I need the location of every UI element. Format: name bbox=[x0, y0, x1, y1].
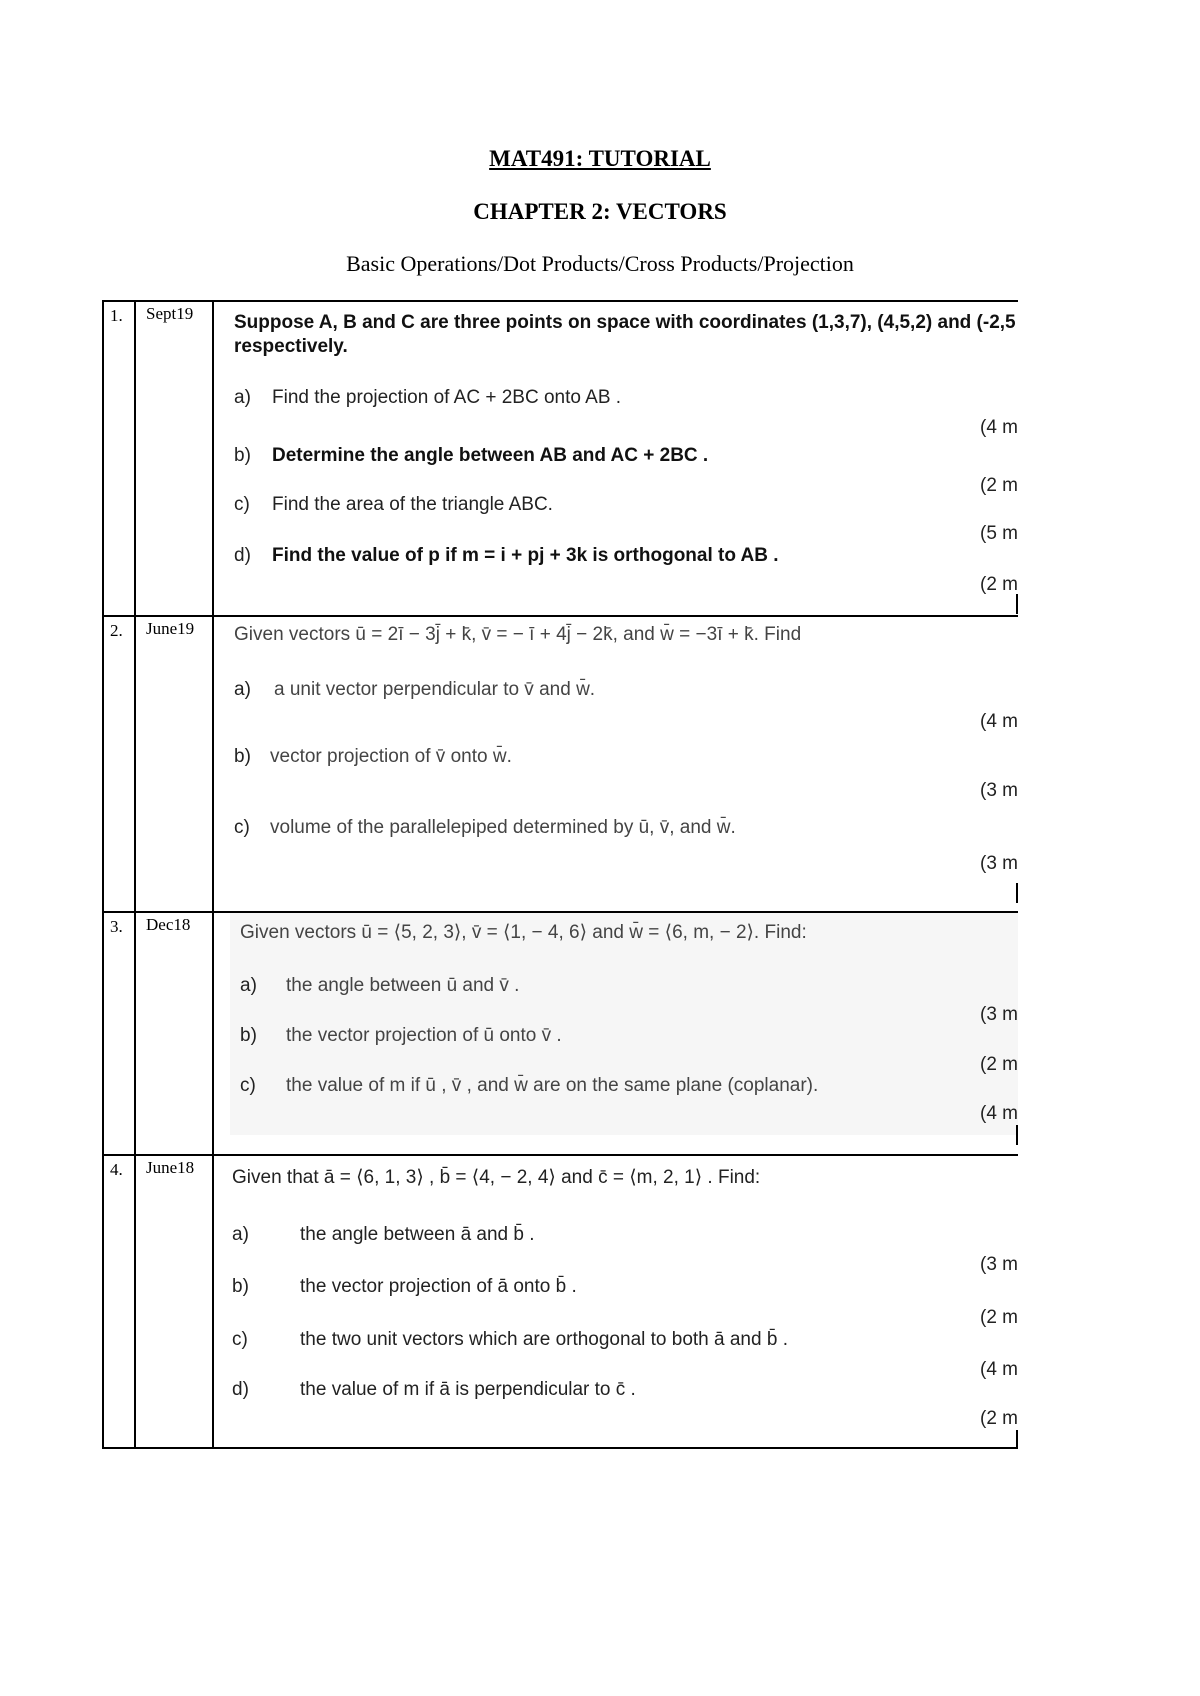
margin-tick bbox=[1016, 594, 1018, 614]
part-label: b) bbox=[240, 1025, 257, 1046]
margin-tick bbox=[1016, 1430, 1018, 1447]
part-text: a unit vector perpendicular to v̄ and w̄. bbox=[274, 679, 596, 700]
tutorial-table bbox=[102, 300, 1018, 1449]
question-content bbox=[230, 1154, 1018, 1447]
question-date: June18 bbox=[146, 1158, 195, 1177]
part-text: the vector projection of ā onto b̄ . bbox=[300, 1276, 577, 1297]
part-label: d) bbox=[232, 1379, 249, 1400]
chapter-title: CHAPTER 2: VECTORS bbox=[473, 199, 727, 224]
table-bottom-border bbox=[102, 1447, 1018, 1449]
question-row bbox=[102, 911, 1018, 1154]
part-label: b) bbox=[234, 746, 251, 767]
part-marks: (3 m bbox=[980, 780, 1018, 801]
scan-background bbox=[230, 913, 1018, 1135]
part-marks: (3 m bbox=[980, 853, 1018, 874]
question-row bbox=[102, 615, 1018, 911]
question-intro: Given vectors ū = ⟨5, 2, 3⟩, v̄ = ⟨1, − 4, 6⟩ and w̄ = ⟨6, m, − 2⟩. Find: bbox=[240, 922, 807, 943]
part-label: b) bbox=[234, 445, 251, 466]
part-text: Find the area of the triangle ABC. bbox=[272, 494, 553, 515]
part-text: the value of m if ū , v̄ , and w̄ are on the same plane (coplanar). bbox=[286, 1075, 819, 1096]
part-text: the value of m if ā is perpendicular to c̄ . bbox=[300, 1379, 636, 1400]
part-label: c) bbox=[240, 1075, 256, 1096]
question-date: Sept19 bbox=[146, 304, 194, 323]
margin-tick bbox=[1016, 883, 1018, 903]
question-intro-continued: respectively. bbox=[234, 336, 348, 357]
part-text: the angle between ā and b̄ . bbox=[300, 1224, 535, 1245]
part-marks: (2 m bbox=[980, 1307, 1018, 1328]
question-content bbox=[230, 911, 1018, 1154]
question-content bbox=[230, 615, 1018, 911]
part-text: Find the projection of AC + 2BC onto AB . bbox=[272, 387, 622, 408]
question-date: Dec18 bbox=[146, 915, 191, 934]
question-number: 4. bbox=[110, 1160, 123, 1179]
part-marks: (2 m bbox=[980, 475, 1018, 496]
part-marks: (4 m bbox=[980, 1103, 1018, 1124]
question-row bbox=[102, 1154, 1018, 1447]
part-label: b) bbox=[232, 1276, 249, 1297]
part-text: Determine the angle between AB and AC + 2BC . bbox=[272, 445, 709, 466]
part-label: d) bbox=[234, 545, 251, 566]
question-number: 2. bbox=[110, 621, 123, 640]
part-marks: (3 m bbox=[980, 1004, 1018, 1025]
part-marks: (4 m bbox=[980, 711, 1018, 732]
part-marks: (4 m bbox=[980, 1359, 1018, 1380]
margin-tick bbox=[1016, 1125, 1018, 1145]
question-number: 1. bbox=[110, 306, 123, 325]
part-text: Find the value of p if m = i + pj + 3k is orthogonal to AB . bbox=[272, 545, 779, 566]
part-marks: (2 m bbox=[980, 574, 1018, 595]
question-row bbox=[102, 300, 1018, 615]
part-marks: (2 m bbox=[980, 1408, 1018, 1429]
part-marks: (5 m bbox=[980, 523, 1018, 544]
part-marks: (2 m bbox=[980, 1054, 1018, 1075]
part-text: volume of the parallelepiped determined by ū, v̄, and w̄. bbox=[270, 817, 736, 838]
part-marks: (4 m bbox=[980, 417, 1018, 438]
page-title: MAT491: TUTORIAL bbox=[489, 146, 711, 171]
question-intro: Given that ā = ⟨6, 1, 3⟩ , b̄ = ⟨4, − 2, 4⟩ and c̄ = ⟨m, 2, 1⟩ . Find: bbox=[232, 1167, 761, 1188]
part-label: a) bbox=[232, 1224, 249, 1245]
topics-line: Basic Operations/Dot Products/Cross Products/Projection bbox=[346, 251, 854, 276]
part-text: vector projection of v̄ onto w̄. bbox=[270, 746, 512, 767]
question-date: June19 bbox=[146, 619, 195, 638]
part-text: the angle between ū and v̄ . bbox=[286, 975, 520, 996]
part-text: the vector projection of ū onto v̄ . bbox=[286, 1025, 562, 1046]
part-label: c) bbox=[234, 494, 250, 515]
question-content bbox=[230, 300, 1018, 615]
part-label: c) bbox=[232, 1329, 248, 1350]
question-intro: Suppose A, B and C are three points on space with coordinates (1,3,7), (4,5,2) and (-2,5 bbox=[234, 312, 1016, 333]
part-label: a) bbox=[240, 975, 257, 996]
part-label: a) bbox=[234, 387, 251, 408]
question-intro: Given vectors ū = 2ī − 3j̄ + k̄, v̄ = − ī + 4j̄ − 2k̄, and w̄ = −3ī + k̄. Find bbox=[234, 624, 802, 645]
part-marks: (3 m bbox=[980, 1254, 1018, 1275]
question-number: 3. bbox=[110, 917, 123, 936]
part-label: c) bbox=[234, 817, 250, 838]
part-label: a) bbox=[234, 679, 251, 700]
part-text: the two unit vectors which are orthogonal to both ā and b̄ . bbox=[300, 1329, 788, 1350]
